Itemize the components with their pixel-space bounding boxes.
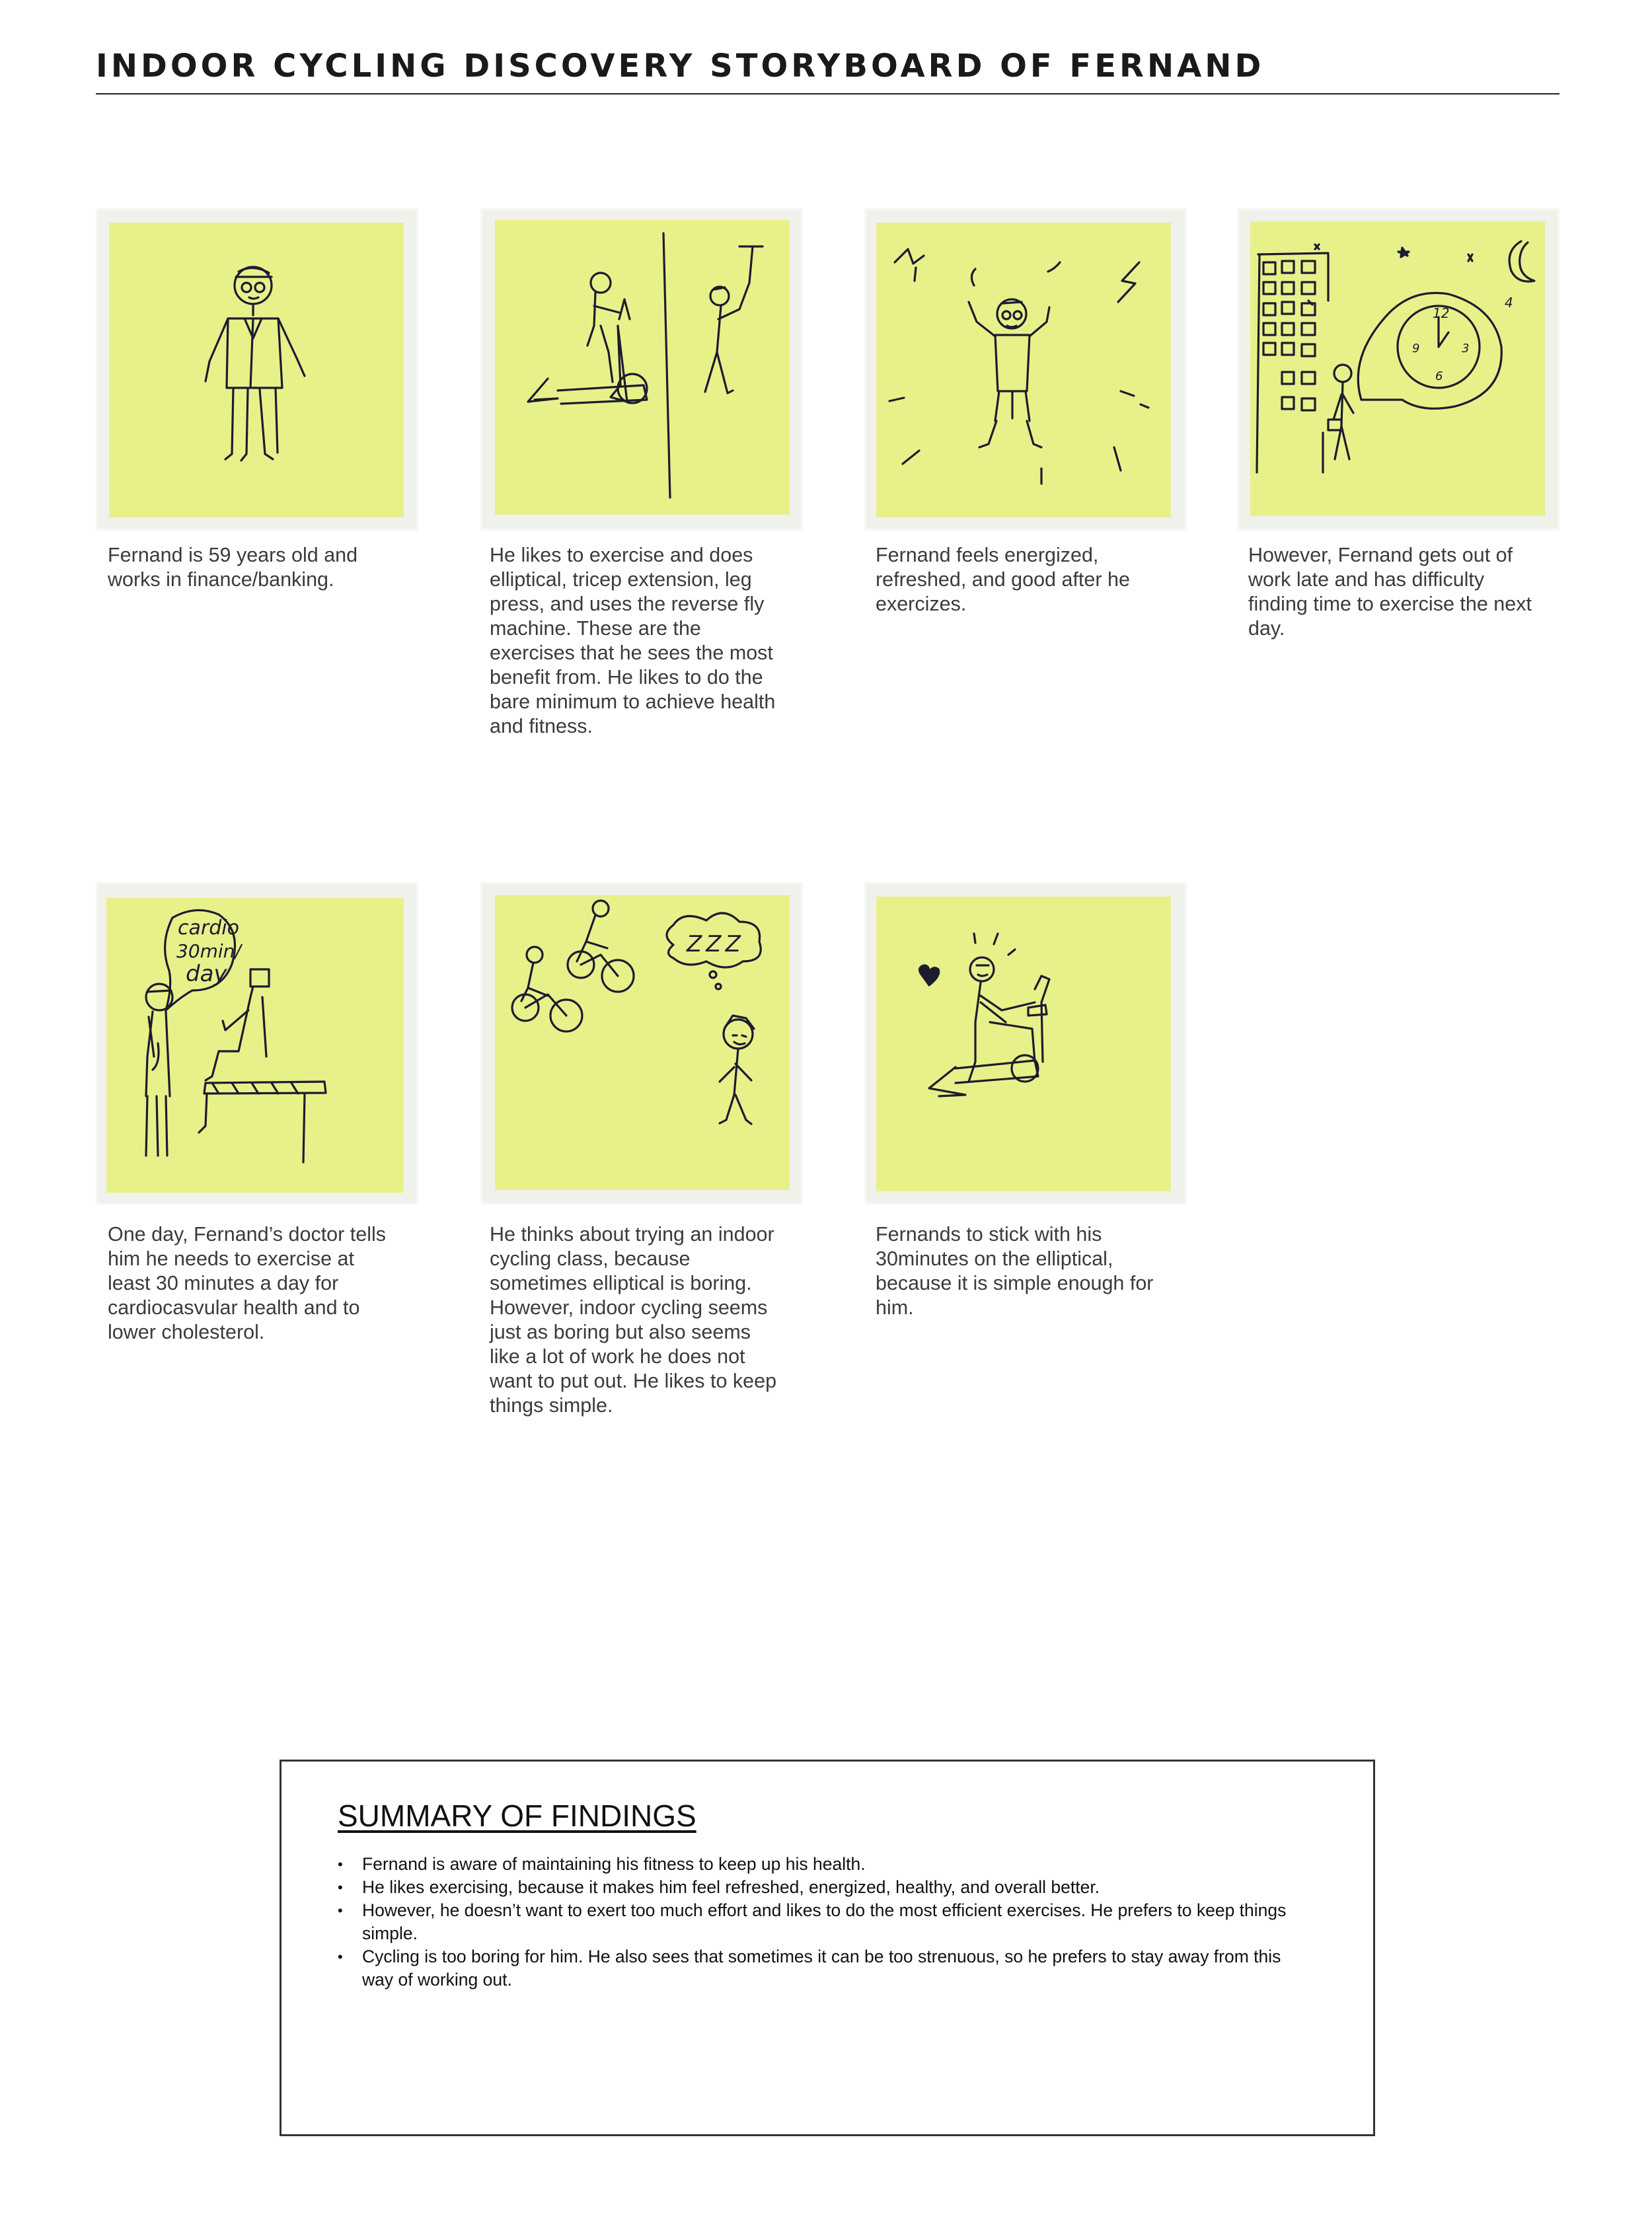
svg-text:12: 12 (1433, 305, 1450, 321)
sketch-doctor-visit (106, 898, 404, 1193)
sketch-cycling-bored (495, 895, 790, 1190)
sticky-note-sketch-3 (876, 223, 1171, 517)
storyboard-panel-1 (96, 208, 418, 531)
summary-item: • Cycling is too boring for him. He also sees that sometimes it can be too strenuous, so he prefers to stay away from this way of working out. (338, 1945, 1309, 1991)
panel-5-caption: One day, Fernand’s doctor tells him he needs to exercise at least 30 minutes a day for cardiocasvular health and to lower cholesterol. (108, 1223, 387, 1343)
panel-3-caption: Fernand feels energized, refreshed, and good after he exercizes. (876, 544, 1130, 615)
svg-text:3: 3 (1462, 342, 1470, 355)
speech-bubble-line-3: day (186, 961, 227, 987)
svg-text:6: 6 (1435, 369, 1443, 383)
svg-text:9: 9 (1412, 342, 1420, 355)
storyboard-panel-3 (864, 208, 1187, 531)
sketch-elliptical-happy (876, 897, 1171, 1191)
panel-4-caption: However, Fernand gets out of work late and has difficulty finding time to exercise the next day. (1248, 544, 1532, 640)
sticky-note-sketch-7 (876, 897, 1171, 1191)
summary-box (280, 1760, 1375, 2136)
sketch-standing-man (109, 223, 404, 517)
panel-2-caption: He likes to exercise and does elliptical, tricep extension, leg press, and uses the reverse fly machine. These are the exercises that he sees the most benefit from. He likes to do the bare minimum to achieve health and fitness. (490, 544, 776, 737)
sticky-note-sketch-6 (495, 895, 790, 1190)
sticky-note-sketch-1 (109, 223, 404, 517)
speech-bubble-line-1: cardio (178, 916, 239, 940)
sticky-note-sketch-5 (106, 898, 404, 1193)
storyboard-panel-5 (96, 882, 418, 1205)
svg-text:4: 4 (1505, 295, 1513, 311)
thought-bubble-text: ZZZ (687, 931, 745, 957)
page-title: INDOOR CYCLING DISCOVERY STORYBOARD OF FERNAND (96, 48, 1265, 85)
storyboard-panel-4 (1237, 208, 1559, 531)
panel-7-caption: Fernands to stick with his 30minutes on the elliptical, because it is simple enough for him. (876, 1223, 1154, 1319)
storyboard-panel-7 (864, 882, 1187, 1205)
summary-title: SUMMARY OF FINDINGS (338, 1799, 696, 1833)
storyboard-panel-6 (480, 882, 803, 1205)
summary-list (338, 1853, 1309, 1991)
sketch-gym-exercises (495, 220, 790, 515)
summary-item: • Fernand is aware of maintaining his fitness to keep up his health. (338, 1853, 1309, 1876)
sketch-energized-man (876, 223, 1171, 517)
title-underline (96, 93, 1559, 94)
panel-1-caption: Fernand is 59 years old and works in finance/banking. (108, 544, 358, 591)
storyboard-panel-2 (480, 208, 803, 531)
sticky-note-sketch-4 (1250, 221, 1545, 516)
sketch-office-clock-night (1250, 221, 1545, 516)
sticky-note-sketch-2 (495, 220, 790, 515)
panel-6-caption: He thinks about trying an indoor cycling class, because sometimes elliptical is boring. However, indoor cycling seems just as boring but also seems like a lot of work he does not want to put out. He likes to keep things simple. (490, 1223, 777, 1417)
speech-bubble-line-2: 30min/ (176, 940, 241, 962)
summary-item: • However, he doesn’t want to exert too much effort and likes to do the most efficient exercises. He prefers to keep things simple. (338, 1899, 1309, 1945)
summary-item: • He likes exercising, because it makes him feel refreshed, energized, healthy, and overall better. (338, 1876, 1309, 1899)
